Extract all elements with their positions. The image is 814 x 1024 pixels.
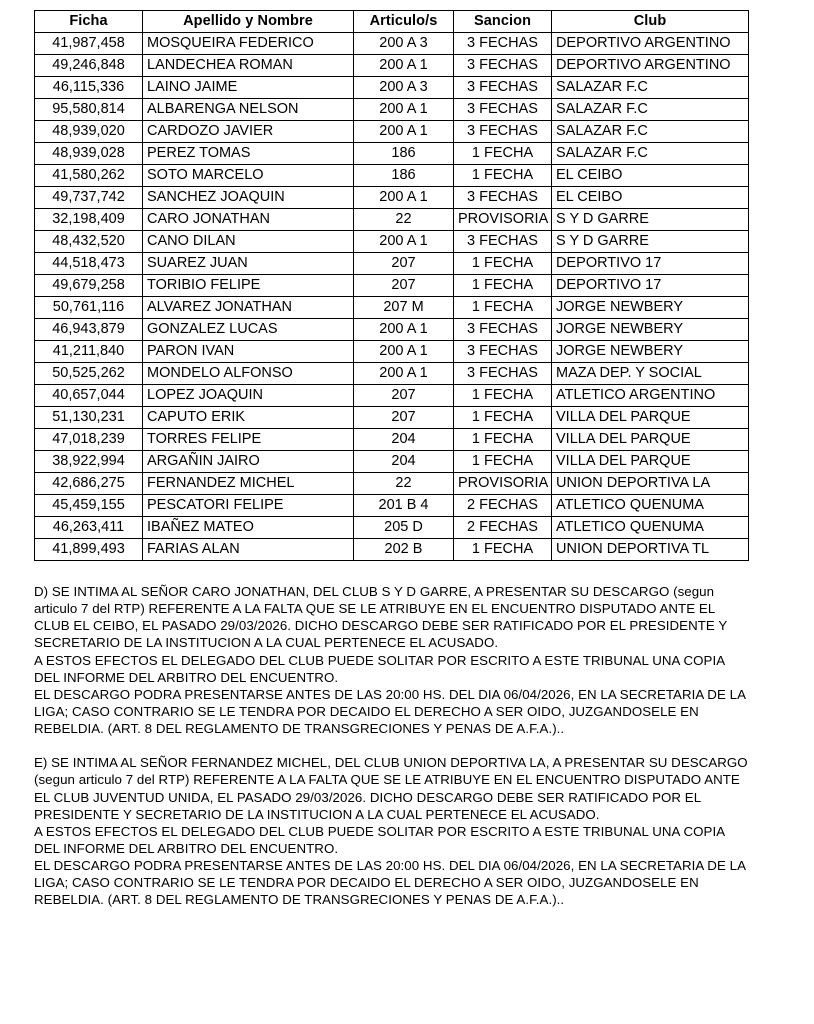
cell-articulos: 200 A 3 (354, 77, 454, 99)
table-row (35, 429, 749, 451)
cell-ficha: 46,115,336 (35, 77, 143, 99)
table-row (35, 165, 749, 187)
cell-nombre: TORIBIO FELIPE (143, 275, 354, 297)
cell-club: ATLETICO QUENUMA (552, 495, 749, 517)
cell-nombre: ALBARENGA NELSON (143, 99, 354, 121)
cell-articulos: 200 A 1 (354, 363, 454, 385)
cell-sancion: 3 FECHAS (454, 341, 552, 363)
cell-club: JORGE NEWBERY (552, 297, 749, 319)
cell-sancion: 1 FECHA (454, 429, 552, 451)
table-row (35, 319, 749, 341)
cell-nombre: LANDECHEA ROMAN (143, 55, 354, 77)
column-header-club: Club (552, 11, 749, 33)
cell-nombre: MOSQUEIRA FEDERICO (143, 33, 354, 55)
cell-club: DEPORTIVO ARGENTINO (552, 33, 749, 55)
cell-nombre: CARO JONATHAN (143, 209, 354, 231)
cell-sancion: 3 FECHAS (454, 363, 552, 385)
cell-sancion: 1 FECHA (454, 297, 552, 319)
table-row (35, 55, 749, 77)
cell-club: SALAZAR F.C (552, 121, 749, 143)
cell-nombre: CAPUTO ERIK (143, 407, 354, 429)
cell-nombre: SANCHEZ JOAQUIN (143, 187, 354, 209)
cell-sancion: 1 FECHA (454, 407, 552, 429)
cell-nombre: LAINO JAIME (143, 77, 354, 99)
table-row (35, 275, 749, 297)
cell-nombre: PEREZ TOMAS (143, 143, 354, 165)
cell-sancion: 1 FECHA (454, 451, 552, 473)
cell-articulos: 201 B 4 (354, 495, 454, 517)
table-body (35, 33, 749, 561)
cell-club: EL CEIBO (552, 187, 749, 209)
cell-ficha: 95,580,814 (35, 99, 143, 121)
table-row (35, 33, 749, 55)
table-row (35, 473, 749, 495)
cell-club: UNION DEPORTIVA LA (552, 473, 749, 495)
column-header-nombre: Apellido y Nombre (143, 11, 354, 33)
cell-nombre: PARON IVAN (143, 341, 354, 363)
cell-articulos: 204 (354, 429, 454, 451)
cell-club: ATLETICO ARGENTINO (552, 385, 749, 407)
cell-sancion: 3 FECHAS (454, 33, 552, 55)
table-row (35, 209, 749, 231)
cell-nombre: FARIAS ALAN (143, 539, 354, 561)
cell-sancion: PROVISORIA (454, 209, 552, 231)
cell-ficha: 41,580,262 (35, 165, 143, 187)
cell-nombre: SOTO MARCELO (143, 165, 354, 187)
table-row (35, 341, 749, 363)
cell-nombre: MONDELO ALFONSO (143, 363, 354, 385)
cell-sancion: 1 FECHA (454, 253, 552, 275)
cell-ficha: 41,987,458 (35, 33, 143, 55)
cell-sancion: 3 FECHAS (454, 55, 552, 77)
cell-nombre: FERNANDEZ MICHEL (143, 473, 354, 495)
table-row (35, 99, 749, 121)
cell-ficha: 32,198,409 (35, 209, 143, 231)
cell-club: VILLA DEL PARQUE (552, 407, 749, 429)
cell-nombre: PESCATORI FELIPE (143, 495, 354, 517)
cell-sancion: 3 FECHAS (454, 231, 552, 253)
cell-ficha: 50,761,116 (35, 297, 143, 319)
column-header-ficha: Ficha (35, 11, 143, 33)
cell-articulos: 207 M (354, 297, 454, 319)
cell-sancion: 2 FECHAS (454, 495, 552, 517)
cell-ficha: 41,211,840 (35, 341, 143, 363)
cell-ficha: 40,657,044 (35, 385, 143, 407)
cell-articulos: 200 A 1 (354, 55, 454, 77)
cell-sancion: 1 FECHA (454, 385, 552, 407)
cell-articulos: 207 (354, 385, 454, 407)
cell-club: DEPORTIVO ARGENTINO (552, 55, 749, 77)
cell-sancion: 3 FECHAS (454, 319, 552, 341)
cell-club: S Y D GARRE (552, 209, 749, 231)
column-header-sancion: Sancion (454, 11, 552, 33)
cell-sancion: 1 FECHA (454, 165, 552, 187)
cell-nombre: GONZALEZ LUCAS (143, 319, 354, 341)
cell-ficha: 48,939,020 (35, 121, 143, 143)
cell-articulos: 202 B (354, 539, 454, 561)
cell-club: UNION DEPORTIVA TL (552, 539, 749, 561)
cell-ficha: 41,899,493 (35, 539, 143, 561)
cell-club: S Y D GARRE (552, 231, 749, 253)
cell-nombre: TORRES FELIPE (143, 429, 354, 451)
cell-sancion: 3 FECHAS (454, 121, 552, 143)
cell-sancion: 1 FECHA (454, 143, 552, 165)
cell-articulos: 200 A 1 (354, 187, 454, 209)
cell-ficha: 46,943,879 (35, 319, 143, 341)
cell-articulos: 200 A 1 (354, 121, 454, 143)
cell-articulos: 207 (354, 253, 454, 275)
table-row (35, 363, 749, 385)
cell-ficha: 45,459,155 (35, 495, 143, 517)
sanctions-table (34, 10, 749, 561)
cell-ficha: 49,737,742 (35, 187, 143, 209)
cell-ficha: 38,922,994 (35, 451, 143, 473)
cell-articulos: 204 (354, 451, 454, 473)
cell-nombre: CANO DILAN (143, 231, 354, 253)
table-row (35, 517, 749, 539)
table-header (35, 11, 749, 33)
table-row (35, 77, 749, 99)
cell-ficha: 48,939,028 (35, 143, 143, 165)
cell-ficha: 47,018,239 (35, 429, 143, 451)
table-row (35, 231, 749, 253)
table-row (35, 297, 749, 319)
cell-ficha: 49,679,258 (35, 275, 143, 297)
cell-sancion: 3 FECHAS (454, 187, 552, 209)
cell-articulos: 207 (354, 275, 454, 297)
cell-ficha: 49,246,848 (35, 55, 143, 77)
cell-nombre: ALVAREZ JONATHAN (143, 297, 354, 319)
notes-section (34, 583, 750, 909)
cell-sancion: 3 FECHAS (454, 77, 552, 99)
cell-nombre: CARDOZO JAVIER (143, 121, 354, 143)
cell-nombre: ARGAÑIN JAIRO (143, 451, 354, 473)
cell-sancion: 1 FECHA (454, 539, 552, 561)
table-row (35, 539, 749, 561)
table-row (35, 495, 749, 517)
cell-nombre: SUAREZ JUAN (143, 253, 354, 275)
table-row (35, 121, 749, 143)
note-paragraph: E) SE INTIMA AL SEÑOR FERNANDEZ MICHEL, DEL CLUB UNION DEPORTIVA LA, A PRESENTAR SU DESCARGO (segun articulo 7 del RTP) REFERENTE A LA FALTA QUE SE LE ATRIBUYE EN EL ENCUENTRO DISPUTADO ANTE EL CLUB JUVENTUD UNIDA, EL PASADO 29/03/2026. DICHO DESCARGO DEBE SER RATIFICADO POR EL PRESIDENTE Y SECRETARIO DE LA INSTITUCION A LA CUAL PERTENECE EL ACUSADO. A ESTOS EFECTOS EL DELEGADO DEL CLUB PUEDE SOLITAR POR ESCRITO A ESTE TRIBUNAL UNA COPIA DEL INFORME DEL ARBITRO DEL ENCUENTRO. EL DESCARGO PODRA PRESENTARSE ANTES DE LAS 20:00 HS. DEL DIA 06/04/2026, EN LA SECRETARIA DE LA LIGA; CASO CONTRARIO SE LE TENDRA POR DECAIDO EL DERECHO A SER OIDO, JUZGANDOSELE EN REBELDIA. (ART. 8 DEL REGLAMENTO DE TRANSGRECIONES Y PENAS DE A.F.A.).. (34, 755, 748, 908)
cell-club: MAZA DEP. Y SOCIAL (552, 363, 749, 385)
cell-nombre: IBAÑEZ MATEO (143, 517, 354, 539)
cell-club: DEPORTIVO 17 (552, 275, 749, 297)
cell-articulos: 200 A 1 (354, 341, 454, 363)
table-row (35, 253, 749, 275)
cell-sancion: 1 FECHA (454, 275, 552, 297)
cell-club: JORGE NEWBERY (552, 341, 749, 363)
cell-articulos: 200 A 1 (354, 231, 454, 253)
cell-ficha: 44,518,473 (35, 253, 143, 275)
cell-articulos: 186 (354, 165, 454, 187)
cell-club: EL CEIBO (552, 165, 749, 187)
cell-club: SALAZAR F.C (552, 143, 749, 165)
cell-articulos: 186 (354, 143, 454, 165)
table-row (35, 407, 749, 429)
table-row (35, 143, 749, 165)
cell-ficha: 50,525,262 (35, 363, 143, 385)
cell-nombre: LOPEZ JOAQUIN (143, 385, 354, 407)
cell-ficha: 46,263,411 (35, 517, 143, 539)
cell-ficha: 42,686,275 (35, 473, 143, 495)
cell-articulos: 205 D (354, 517, 454, 539)
cell-articulos: 200 A 1 (354, 319, 454, 341)
table-row (35, 385, 749, 407)
cell-sancion: PROVISORIA (454, 473, 552, 495)
cell-articulos: 200 A 1 (354, 99, 454, 121)
cell-club: DEPORTIVO 17 (552, 253, 749, 275)
cell-articulos: 200 A 3 (354, 33, 454, 55)
cell-club: VILLA DEL PARQUE (552, 429, 749, 451)
cell-ficha: 48,432,520 (35, 231, 143, 253)
cell-club: SALAZAR F.C (552, 99, 749, 121)
note-paragraph: D) SE INTIMA AL SEÑOR CARO JONATHAN, DEL CLUB S Y D GARRE, A PRESENTAR SU DESCARGO (segun articulo 7 del RTP) REFERENTE A LA FALTA QUE SE LE ATRIBUYE EN EL ENCUENTRO DISPUTADO ANTE EL CLUB EL CEIBO, EL PASADO 29/03/2026. DICHO DESCARGO DEBE SER RATIFICADO POR EL PRESIDENTE Y SECRETARIO DE LA INSTITUCION A LA CUAL PERTENECE EL ACUSADO. A ESTOS EFECTOS EL DELEGADO DEL CLUB PUEDE SOLITAR POR ESCRITO A ESTE TRIBUNAL UNA COPIA DEL INFORME DEL ARBITRO DEL ENCUENTRO. EL DESCARGO PODRA PRESENTARSE ANTES DE LAS 20:00 HS. DEL DIA 06/04/2026, EN LA SECRETARIA DE LA LIGA; CASO CONTRARIO SE LE TENDRA POR DECAIDO EL DERECHO A SER OIDO, JUZGANDOSELE EN REBELDIA. (ART. 8 DEL REGLAMENTO DE TRANSGRECIONES Y PENAS DE A.F.A.).. (34, 584, 746, 737)
cell-articulos: 22 (354, 209, 454, 231)
cell-ficha: 51,130,231 (35, 407, 143, 429)
cell-sancion: 2 FECHAS (454, 517, 552, 539)
cell-club: SALAZAR F.C (552, 77, 749, 99)
cell-sancion: 3 FECHAS (454, 99, 552, 121)
table-row (35, 451, 749, 473)
cell-club: ATLETICO QUENUMA (552, 517, 749, 539)
cell-articulos: 22 (354, 473, 454, 495)
cell-articulos: 207 (354, 407, 454, 429)
cell-club: JORGE NEWBERY (552, 319, 749, 341)
table-row (35, 187, 749, 209)
cell-club: VILLA DEL PARQUE (552, 451, 749, 473)
table-header-row (35, 11, 749, 33)
column-header-articulos: Articulo/s (354, 11, 454, 33)
